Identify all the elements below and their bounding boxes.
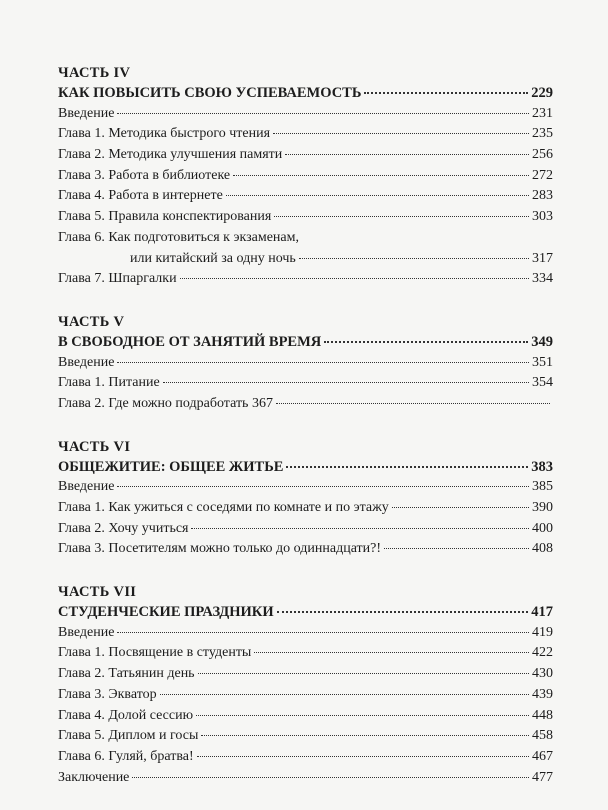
entry-label: Глава 1. Питание (58, 375, 160, 391)
dot-leader (276, 402, 550, 404)
dot-leader (364, 91, 528, 94)
toc-entry-continuation (58, 249, 553, 270)
entry-label: Глава 3. Экватор (58, 686, 157, 702)
section-title: В СВОБОДНОЕ ОТ ЗАНЯТИЙ ВРЕМЯ (58, 333, 322, 350)
entry-label: Глава 2. Татьянин день (58, 666, 195, 682)
entry-label: Введение (58, 479, 115, 495)
toc-entry (58, 353, 553, 374)
section-title: СТУДЕНЧЕСКИЕ ПРАЗДНИКИ (58, 604, 274, 621)
dot-leader (117, 361, 529, 363)
section-title-row (58, 332, 553, 353)
dot-leader (285, 153, 529, 155)
dot-leader (201, 734, 529, 736)
dot-leader (117, 112, 529, 114)
section-title: ОБЩЕЖИТИЕ: ОБЩЕЕ ЖИТЬЕ (58, 458, 284, 475)
dot-leader (277, 610, 529, 613)
dot-leader (191, 527, 529, 529)
page-number: 351 (532, 354, 553, 370)
section-title: КАК ПОВЫСИТЬ СВОЮ УСПЕВАЕМОСТЬ (58, 85, 362, 101)
entry-label: Глава 4. Долой сессию (58, 707, 194, 723)
page-number: 458 (532, 728, 553, 744)
dot-leader (117, 485, 529, 487)
page-number: 385 (532, 479, 553, 495)
entry-label: Глава 5. Диплом и госы (58, 728, 199, 744)
toc-section (58, 63, 553, 290)
toc-entry (58, 539, 553, 560)
section-title-row (58, 83, 553, 104)
dot-leader (197, 755, 529, 757)
dot-leader (384, 547, 529, 549)
dot-leader (299, 257, 529, 259)
toc-entry (58, 207, 553, 228)
toc-entry (58, 124, 553, 145)
toc-entry (58, 685, 553, 706)
page-number: 417 (531, 604, 553, 621)
toc-entry (58, 498, 553, 519)
dot-leader (226, 194, 529, 196)
toc-entry (58, 104, 553, 125)
table-of-contents (58, 63, 553, 810)
entry-label: Глава 1. Методика быстрого чтения (58, 126, 271, 142)
toc-section (58, 312, 553, 415)
toc-entry (58, 145, 553, 166)
entry-label: Глава 3. Посетителям можно только до одиннадцати?! (58, 541, 382, 557)
entry-label: Глава 2. Методика улучшения памяти (58, 147, 283, 163)
toc-entry (58, 664, 553, 685)
entry-label: Глава 6. Гуляй, братва! (58, 748, 194, 764)
entry-label: Глава 1. Как ужиться с соседями по комнате и по этажу (58, 500, 389, 515)
dot-leader (196, 714, 529, 716)
dot-leader (163, 381, 529, 383)
page-number: 400 (532, 520, 553, 536)
page-number: 229 (531, 85, 553, 101)
entry-label: Глава 5. Правила конспектирования (58, 209, 272, 225)
toc-entry (58, 747, 553, 768)
dot-leader (274, 215, 529, 217)
toc-entry (58, 768, 553, 789)
entry-label: Введение (58, 105, 115, 121)
dot-leader (233, 174, 529, 176)
dot-leader (324, 340, 528, 343)
toc-section (58, 582, 553, 788)
page-number: 256 (532, 147, 553, 163)
page-number: 235 (532, 126, 553, 142)
toc-entry (58, 623, 553, 644)
entry-label: Введение (58, 624, 115, 640)
entry-label: Глава 4. Работа в интернете (58, 188, 223, 204)
toc-entry (58, 166, 553, 187)
page-number: 408 (532, 541, 553, 557)
part-label: ЧАСТЬ VI (58, 438, 131, 455)
toc-entry (58, 477, 553, 498)
page-number: 390 (532, 500, 553, 515)
entry-label: Введение (58, 354, 115, 370)
entry-continuation: или китайский за одну ночь (130, 250, 296, 266)
dot-leader (392, 506, 529, 508)
dot-leader (273, 132, 529, 134)
toc-entry (58, 269, 553, 290)
dot-leader (254, 651, 529, 653)
dot-leader (160, 693, 529, 695)
page-number: 467 (532, 748, 553, 764)
toc-entry (58, 373, 553, 394)
toc-entry (58, 706, 553, 727)
toc-entry (58, 519, 553, 540)
toc-entry (58, 643, 553, 664)
page-number: 383 (531, 458, 553, 475)
dot-leader (198, 672, 529, 674)
page-number: 439 (532, 686, 553, 702)
entry-label: Глава 3. Работа в библиотеке (58, 167, 231, 183)
entry-label: Глава 1. Посвящение в студенты (58, 645, 252, 661)
toc-entry (58, 726, 553, 747)
part-label: ЧАСТЬ VII (58, 584, 137, 601)
page-number: 354 (532, 375, 553, 391)
page-number: 231 (532, 105, 553, 121)
page-number: 422 (532, 645, 553, 661)
part-label: ЧАСТЬ V (58, 313, 125, 330)
dot-leader (180, 277, 529, 279)
dot-leader (286, 465, 528, 468)
toc-entry (58, 186, 553, 207)
part-label: ЧАСТЬ IV (58, 65, 131, 81)
entry-label: Заключение (58, 769, 130, 785)
page-number: 430 (532, 666, 553, 682)
dot-leader (132, 776, 529, 778)
entry-label: Глава 6. Как подготовиться к экзаменам, (58, 229, 299, 245)
toc-entry (58, 228, 553, 249)
page-number: 317 (532, 250, 553, 266)
page-number: 477 (532, 769, 553, 785)
section-title-row (58, 457, 553, 478)
page-number: 448 (532, 707, 553, 723)
page-number: 334 (532, 271, 553, 287)
entry-label: Глава 2. Где можно подработать 367 (58, 395, 273, 411)
page-number: 283 (532, 188, 553, 204)
page-number: 349 (531, 333, 553, 350)
toc-section (58, 437, 553, 560)
page-number: 419 (532, 624, 553, 640)
page-number: 303 (532, 209, 553, 225)
entry-label: Глава 2. Хочу учиться (58, 520, 189, 536)
entry-label: Глава 7. Шпаргалки (58, 271, 177, 287)
dot-leader (117, 631, 529, 633)
toc-entry (58, 394, 553, 415)
section-title-row (58, 602, 553, 623)
page-number: 272 (532, 167, 553, 183)
